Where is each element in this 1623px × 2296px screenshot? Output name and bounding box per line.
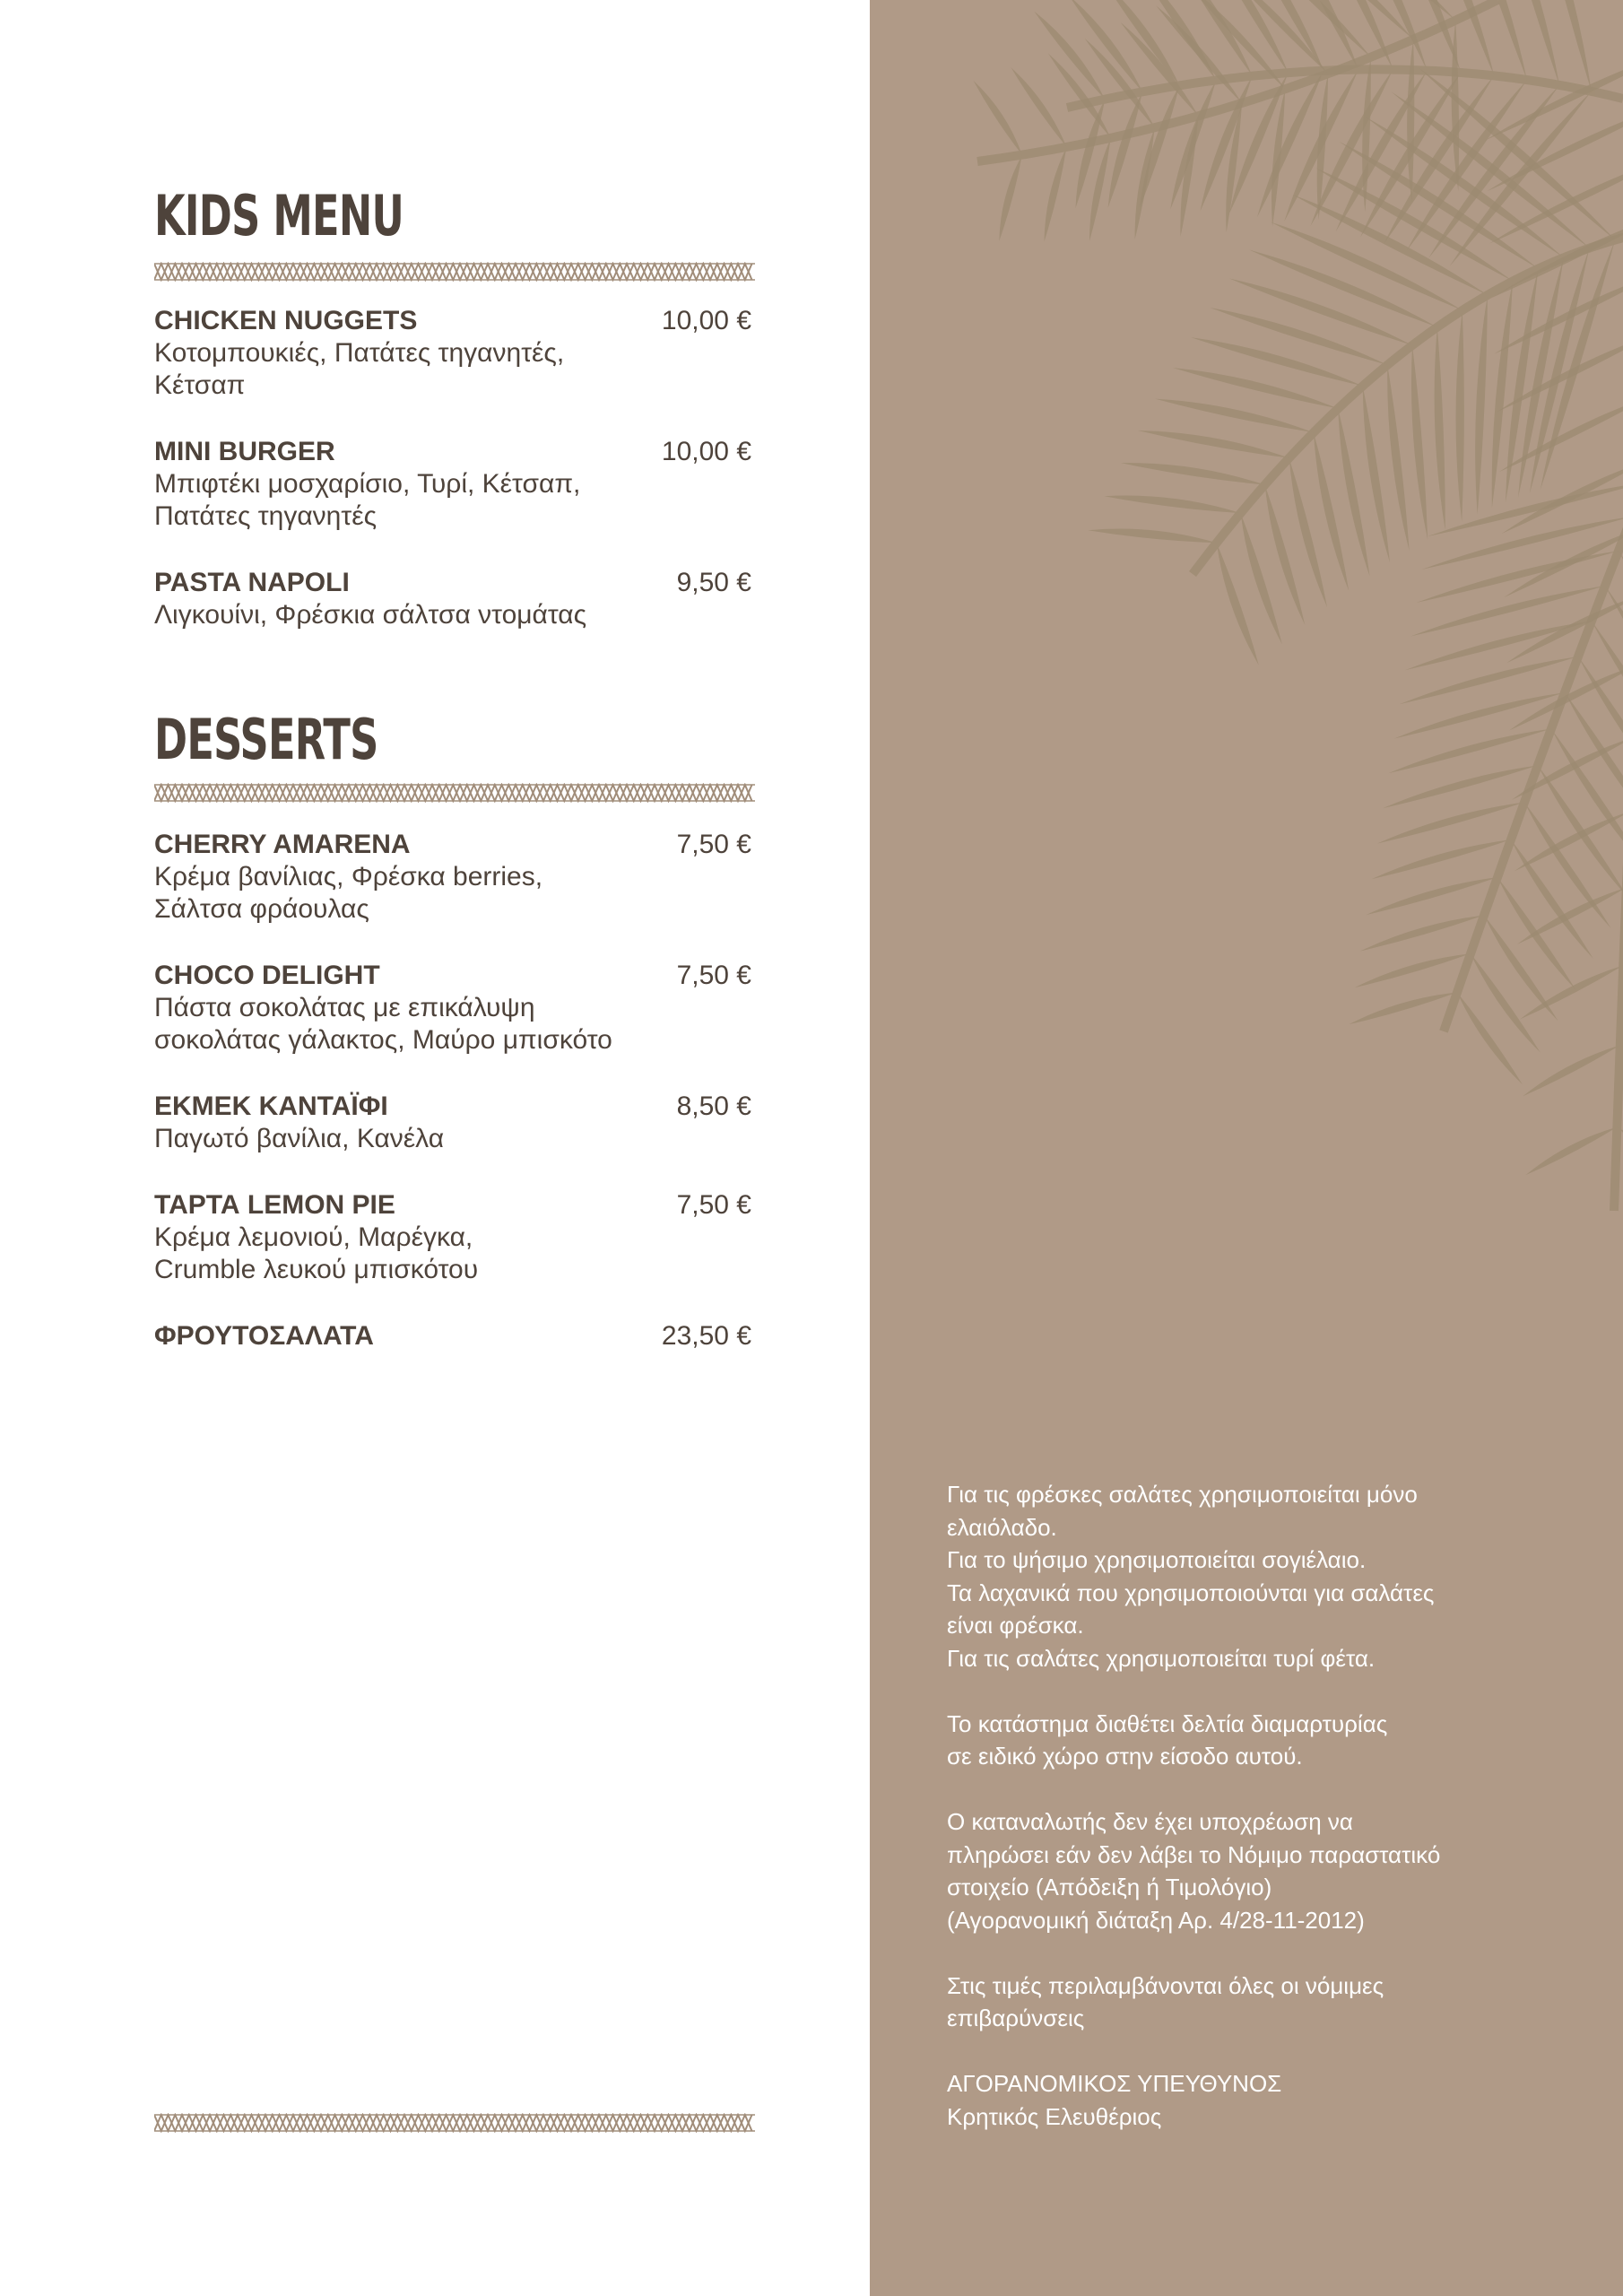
notice-line: σε ειδικό χώρο στην είσοδο αυτού.	[947, 1743, 1303, 1770]
menu-item-name: CHICKEN NUGGETS	[154, 306, 418, 335]
notice-line: ελαιόλαδο.	[947, 1513, 1057, 1541]
notice-line: Το κατάστημα διαθέτει δελτία διαμαρτυρίας	[947, 1709, 1388, 1737]
menu-item-description: Παγωτό βανίλια, Κανέλα	[154, 1124, 445, 1153]
notice-line: Για το ψήσιμο χρησιμοποιείται σογιέλαιο.	[947, 1546, 1367, 1573]
notice-line: Για τις φρέσκες σαλάτες χρησιμοποιείται μόνο	[947, 1481, 1418, 1508]
menu-item	[154, 1320, 751, 1352]
menu-item-name: CHOCO DELIGHT	[154, 961, 380, 990]
menu-item-price: 7,50 €	[676, 1190, 751, 1220]
desserts-menu-list	[154, 829, 751, 1352]
menu-item-description: Κοτομπουκιές, Πατάτες τηγανητές,	[154, 338, 565, 368]
menu-item-description: Σάλτσα φράουλας	[154, 894, 369, 924]
menu-item-description: Πάστα σοκολάτας με επικάλυψη	[154, 993, 535, 1022]
menu-item-description: Crumble λευκού μπισκότου	[154, 1255, 479, 1284]
zigzag-divider	[154, 262, 755, 282]
menu-item-name: MINI BURGER	[154, 437, 335, 466]
legal-notice	[947, 1478, 1593, 2166]
notice-line: Τα λαχανικά που χρησιμοποιούνται για σαλάτες	[947, 1578, 1435, 1606]
notice-paragraph	[947, 1478, 1593, 1674]
menu-item-description: Κέτσαπ	[154, 370, 246, 400]
notice-line: Στις τιμές περιλαμβάνονται όλες οι νόμιμες	[947, 1971, 1384, 1999]
menu-item-price: 7,50 €	[676, 961, 751, 990]
notice-paragraph	[947, 1970, 1593, 2035]
menu-item	[154, 305, 751, 402]
menu-item-price: 9,50 €	[676, 568, 751, 597]
notice-paragraph	[947, 2067, 1593, 2133]
menu-item	[154, 829, 751, 926]
menu-item	[154, 1189, 751, 1286]
notice-line: Για τις σαλάτες χρησιμοποιείται τυρί φέτα.	[947, 1644, 1376, 1672]
desserts-title: DESSERTS	[154, 707, 378, 772]
notice-line: Ο καταναλωτής δεν έχει υποχρέωση να	[947, 1808, 1353, 1835]
menu-item-name: ΤΑΡΤΑ LEMON PIE	[154, 1190, 395, 1220]
menu-item-description: Λιγκουίνι, Φρέσκια σάλτσα ντομάτας	[154, 600, 587, 630]
menu-item-price: 10,00 €	[661, 437, 751, 466]
menu-item-name: ΦΡΟΥΤΟΣΑΛΑΤΑ	[154, 1321, 374, 1351]
menu-item	[154, 436, 751, 533]
menu-item-description: σοκολάτας γάλακτος, Μαύρο μπισκότο	[154, 1025, 612, 1055]
menu-item-name: ΕΚΜΕΚ ΚΑΝΤΑΪΦΙ	[154, 1091, 388, 1121]
notice-line: επιβαρύνσεις	[947, 2005, 1085, 2031]
kids-menu-title: KIDS MENU	[154, 183, 404, 248]
kids-menu-list	[154, 305, 751, 631]
palm-leaf-shadow-icon	[870, 0, 1623, 1256]
menu-item-price: 23,50 €	[661, 1321, 751, 1351]
notice-line: ΑΓΟΡΑΝΟΜΙΚΟΣ ΥΠΕΥΘΥΝΟΣ	[947, 2070, 1282, 2097]
menu-item-description: Κρέμα βανίλιας, Φρέσκα berries,	[154, 862, 543, 891]
menu-item-description: Πατάτες τηγανητές	[154, 501, 378, 531]
zigzag-divider	[154, 2113, 755, 2133]
notice-line: είναι φρέσκα.	[947, 1612, 1084, 1639]
menu-item-description: Μπιφτέκι μοσχαρίσιο, Τυρί, Κέτσαπ,	[154, 469, 581, 499]
menu-item-price: 7,50 €	[676, 830, 751, 859]
notice-paragraph	[947, 1805, 1593, 1936]
menu-item	[154, 567, 751, 631]
zigzag-divider	[154, 783, 755, 803]
menu-item	[154, 960, 751, 1057]
menu-item	[154, 1091, 751, 1155]
notice-paragraph	[947, 1708, 1593, 1773]
menu-item-name: CHERRY AMARENA	[154, 830, 411, 859]
menu-item-description: Κρέμα λεμονιού, Μαρέγκα,	[154, 1222, 473, 1252]
notice-line: στοιχείο (Απόδειξη ή Τιμολόγιο)	[947, 1874, 1272, 1900]
notice-line: (Αγορανομική διάταξη Αρ. 4/28-11-2012)	[947, 1906, 1365, 1934]
menu-item-price: 10,00 €	[661, 306, 751, 335]
notice-line: πληρώσει εάν δεν λάβει το Νόμιμο παραστατικό	[947, 1840, 1441, 1868]
notice-line: Κρητικός Ελευθέριος	[947, 2102, 1162, 2130]
menu-item-price: 8,50 €	[676, 1091, 751, 1121]
menu-item-name: PASTA NAPOLI	[154, 568, 350, 597]
